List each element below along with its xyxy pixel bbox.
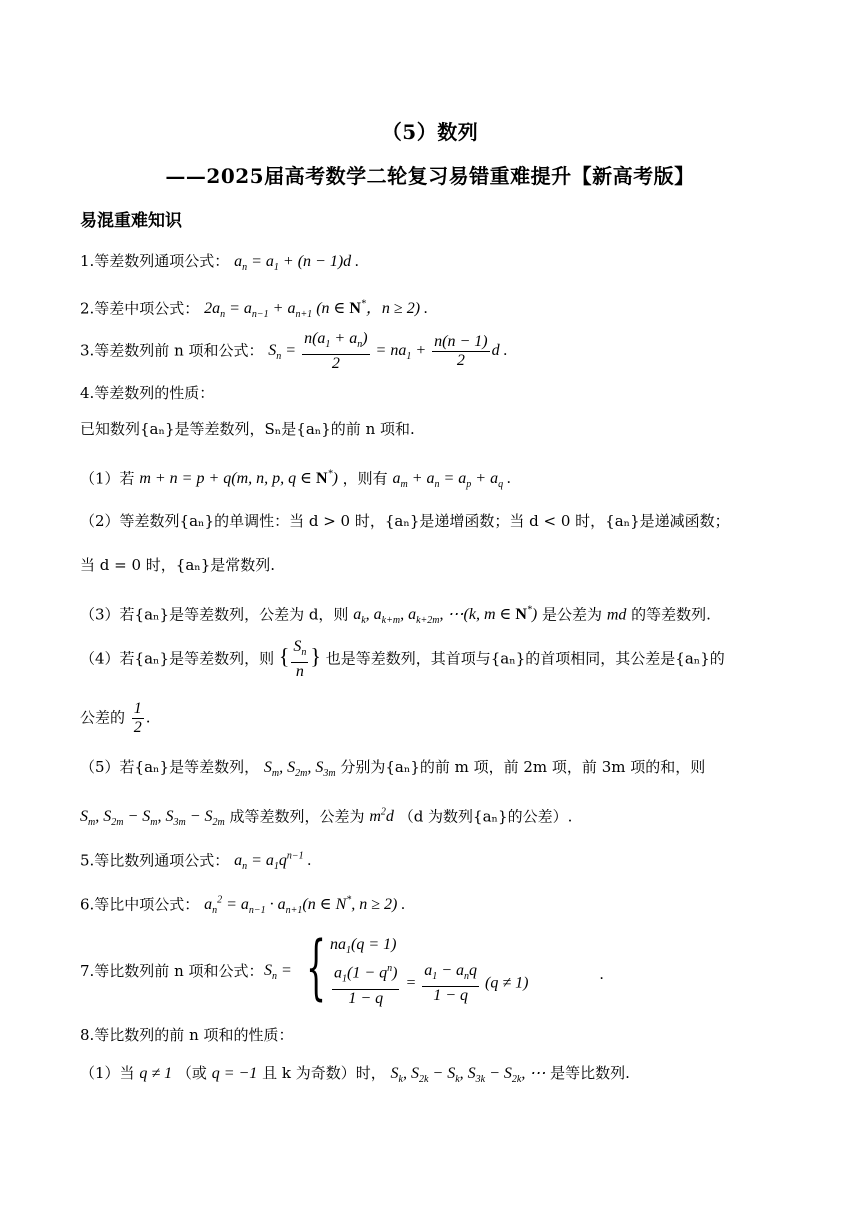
property-4: （4）若{aₙ}是等差数列，则 { $\frac{S_n}{n}$ } 也是等差数列，其首项与{aₙ}的首项相同，其公差是{aₙ}的 xyxy=(80,638,725,681)
property-1: （1）若 m + n = p + q(m, n, p, q ∈ N*) ，则有 $a_m + a_n = a_p + a_q$ . xyxy=(80,469,512,491)
formula-line-8-1: （1）当 q ≠ 1 （或 q = −1 且 k 为奇数）时， $S_k$, $S_{2k} - S_k$, $S_{3k} - S_{2k}$, ⋯ 是等比数列. xyxy=(80,1064,630,1086)
section-heading: 易混重难知识 xyxy=(80,211,182,231)
formula-line-1: 1.等差数列通项公式： $a_n = a_1 + (n - 1)d$ . xyxy=(80,252,360,274)
formula-line-8: 8.等比数列的前 n 项和的性质： xyxy=(80,1026,294,1044)
formula-line-2: 2.等差中项公式： $2a_n = a_{n-1} + a_{n+1}$ (n ∈ N*，n ≥ 2) . xyxy=(80,299,429,321)
property-heading: 4.等差数列的性质： xyxy=(80,384,215,402)
formula-line-5: 5.等比数列通项公式： $a_n = a_1q^{n-1}$ . xyxy=(80,851,312,873)
formula-line-3: 3.等差数列前 n 项和公式： $S_n$ = $\frac{n(a_1 + a_n)}{2}$ = $na_1$ + $\frac{n(n - 1)}{2}$ d . xyxy=(80,330,508,373)
formula-line-7: 7.等比数列前 n 项和公式： $S_n$ = { $na_1(q = 1)$ $\frac{a_1(1 - q^n)}{1 - q}$ = $\frac{a_1 - a_nq}{1 - q}$ (q ≠ 1) . xyxy=(80,926,604,1008)
page-title: （5）数列 xyxy=(381,120,479,144)
property-intro: 已知数列{aₙ}是等差数列，Sₙ是{aₙ}的前 n 项和. xyxy=(80,420,415,438)
property-5b: $S_m$, $S_{2m} - S_m$, $S_{3m} - S_{2m}$ 成等差数列，公差为 $m^2d$ （d 为数列{aₙ}的公差）. xyxy=(80,807,573,829)
property-4-cont: 公差的 $\frac{1}{2}$ . xyxy=(80,700,151,736)
property-2b: 当 d = 0 时，{aₙ}是常数列. xyxy=(80,556,276,574)
formula-line-6: 6.等比中项公式： $a_n^2 = a_{n-1} \cdot a_{n+1}(n$ ∈ N*, n ≥ 2) . xyxy=(80,895,406,917)
page-subtitle: ——2025届高考数学二轮复习易错重难提升【新高考版】 xyxy=(165,164,695,188)
property-2a: （2）等差数列{aₙ}的单调性：当 d > 0 时，{aₙ}是递增函数；当 d < 0 时，{aₙ}是递减函数； xyxy=(80,512,730,530)
property-5a: （5）若{aₙ}是等差数列， $S_m$, $S_{2m}$, $S_{3m}$ 分别为{aₙ}的前 m 项，前 2m 项，前 3m 项的和，则 xyxy=(80,758,706,780)
property-3: （3）若{aₙ}是等差数列，公差为 d，则 $a_k$, $a_{k+m}$, $a_{k+2m}$, ⋯(k, m ∈ N*) 是公差为 md 的等差数列. xyxy=(80,605,711,627)
